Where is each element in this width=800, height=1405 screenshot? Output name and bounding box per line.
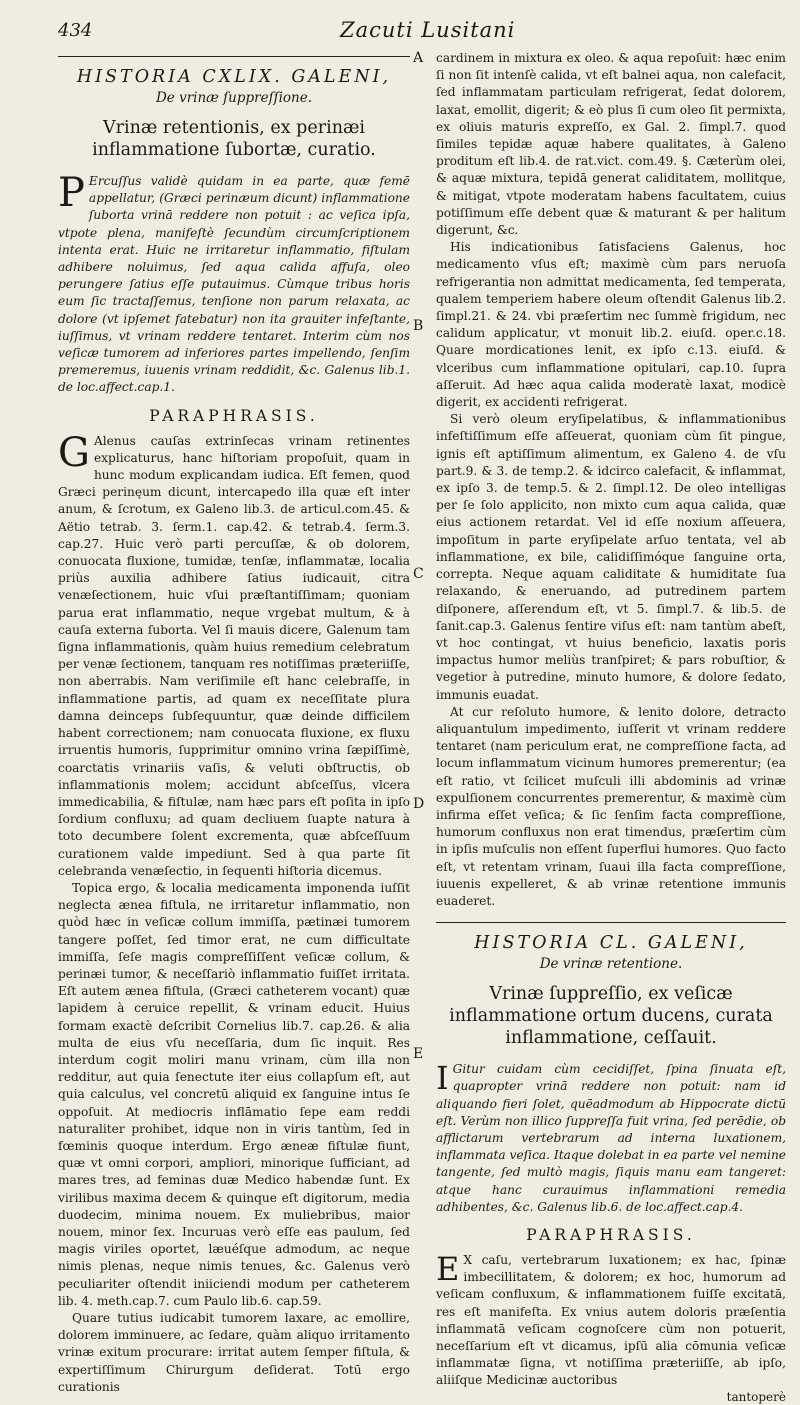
paraphrasis-paragraph (58, 429, 410, 880)
drop-cap: P (58, 170, 85, 216)
margin-letter-a: A (413, 50, 424, 66)
right-column (436, 50, 787, 1404)
running-head: Zacuti Lusitani (340, 18, 516, 42)
history-title: HISTORIA CXLIX. GALENI, (76, 67, 392, 87)
left-column (58, 50, 410, 1394)
history-heading: Vrinæ ſuppreſſio, ex veſicæ inflammatione ortum ducens, curata inflammatione, ceſſauit. (449, 984, 773, 1049)
history-heading: Vrinæ retentionis, ex perinæi inflammatione ſubortæ, curatio. (92, 118, 376, 160)
paraphrasis-paragraph: Quare tutius iudicabit tumorem laxare, ac emollire, dolorem imminuere, ac ſedare, quàm aliquo irritamento vrinæ exitum procurare: irritat autem ſemper fiſtula, & expertiſſimum Chirurgum deſiderat. Totū ergo curationis (58, 1311, 410, 1394)
commentary-paragraph: Si verò oleum eryſipelatibus, & inflammationibus infeſtiſſimum eſſe aſſeuerat, quoniam cùm ſit pingue, ignis eſt aptiſſimum alimentum, ex Galeno 4. de vſu part.9. & 3. de temp.2. & idcirco calefacit, & inflammat, ex ipſo 3. de temp.5. & 2. ſimpl.12. De oleo intelligas per ſe ſolo applicito, non mixto cum aqua calida, quæ eius actionem retardat. Vel id eſſe noxium aſſeuera, impoſitum in parte eryſipelate arſuo tentata, vel ab inflammatione, ex bile, calidiſſimóque ſanguine orta, correpta. Neque aquam caliditate & humiditate ſua relaxando, & eneruando, ad putredinem partem diſponere, aſſerendum eſt, vt 5. ſimpl.7. & lib.5. de ſanit.cap.3. Galenus ſentire viſus eſt: nam tantùm abeſt, vt hoc contingat, vt huius beneficio, laxatis poris impactus humor meliùs tranſpiret; & pars robuſtior, & vegetior à putredine, minuto humore, & dolore ſedato, immunis euadat. (436, 412, 786, 702)
paraphrasis-heading: PARAPHRASIS. (149, 406, 319, 425)
paraphrasis-paragraph (436, 1249, 786, 1390)
history-title: HISTORIA CL. GALENI, (474, 933, 748, 954)
margin-letter-e: E (413, 1046, 424, 1062)
catchword: tantoperè (726, 1389, 786, 1404)
drop-cap: G (58, 429, 90, 476)
drop-cap: I (436, 1059, 449, 1098)
history-text (58, 170, 410, 397)
paraphrasis-body: Alenus cauſas extrinſecas vrinam retinentes explicaturus, hanc hiſtoriam propoſuit, quam in hunc modum explicandam iudica. Eſt femen, quod Græci perinęum dicunt, intercapedo illa quæ eſt inter anum, & ſcrotum, ex Galeno lib.3. de articul.com.45. & Aëtio tetrab. 3. ſerm.1. cap.42. & tetrab.4. ſerm.3. cap.27. Huic verò parti percuſſæ, & ob dolorem, conuocata fluxione, tumidæ, tenſæ, inflammatæ, localia priùs auxilia adhibere ſatius iudicauit, citra venæſectionem, huic vſui præſtantiſſimam; quoniam parua erat inflammatio, neque vrgebat multum, & à cauſa externa ſuborta. Vel ſi mauis dicere, Galenum tam ſigna inflammationis, quàm huius remedium celebratum per venæ ſectionem, tanquam res notiſſimas præteriiſſe, non aberrabis. Nam veriſimile eſt hanc celebraſſe, in inflammatione partis, ad quam ex neceſſitate plura damna deinceps ſubſequuntur, quæ deinde difficilem habent correctionem; nam conuocata fluxione, ex fluxu irruentis humoris, ſupprimitur omnino vrina ſæpiſſimè, coarctatis vrinariis vaſis, & veluti obſtructis, ob inflammationis molem; accidunt abſceſſus, vlcera immedicabilia, & fiſtulæ, nam hæc pars eſt poſita in ipſo ſordium confluxu; ad quam decliuem ſuapte natura à toto decumbere ſolent excrementa, quæ abſceſſuum curationem valde impediunt. Sed à qua parte ſit celebranda venæſectio, in ſequenti hiſtoria dicemus. (58, 433, 410, 878)
top-rule (58, 56, 410, 57)
page-number: 434 (58, 20, 93, 41)
history-body: Ercuſſus validè quidam in ea parte, quæ femē appellatur, (Græci perinæum dicunt) inflammatione ſuborta vrinā reddere non potuit : ac veſica ipſa, vtpote plena, manifeſtè ſecundùm circumſcriptionem intenta erat. Huic ne irritaretur inflammatio, fiſtulam adhibere noluimus, ſed aqua calida affuſa, oleo perungere ſatius eſſe putauimus. Cùmque tribus horis eum ſic tractaſſemus, tenſione non parum relaxata, ac dolore (vt ipſemet fatebatur) non ita grauiter infeſtante, iuſſimus, vt vrinam reddere tentaret. Interim cùm nos veſicæ tumorem ad inferiores partes impellendo, ſenſim premeremus, iuuenis vrinam reddidit, &c. Galenus lib.1. de loc.affect.cap.1. (58, 174, 410, 395)
commentary-paragraph: cardinem in mixtura ex oleo. & aqua repoſuit: hæc enim ſi non ſit intenſè calida, vt eſt balnei aqua, non calefacit, ſed inflammatam particulam refrigerat, ſedat dolorem, laxat, emollit, digerit; & eò plus ſi cum oleo ſit permixta, ex oliuis maturis expreſſo, ex Gal. 2. ſimpl.7. quod ſimiles tepidæ aquæ habere qualitates, à Galeno proditum eſt lib.4. de rat.vict. com.49. §. Cæterùm olei, & aquæ mixtura, tepidā generat caliditatem, mollitque, & mitigat, vtpote moderatam habens facultatem, cuius potiſſimum eſſe debent quæ & maturant & per halitum digerunt, &c. (436, 51, 786, 238)
drop-cap: E (436, 1249, 460, 1288)
margin-letter-c: C (413, 566, 424, 582)
commentary-paragraph: At cur reſoluto humore, & lenito dolore, detracto aliquantulum impedimento, iuſſerit vt vrinam reddere tentaret (nam periculum erat, ne compreſſione facta, ad locum inflammatum vicinum humores premerentur; (ea eſt ratio, vt ſcilicet muſculi illi abdominis ad vrinæ expulſionem concurrentes premerentur, & maximè cùm infirma eſſet veſica; & ſic ſenſim facta compreſſione, humorum confluxus non erat timendus, præſertim cùm in ipſis muſculis non eſſent ſuperflui humores. Quo facto eſt, vt retentam vrinam, ſuaui illa facta compreſſione, iuuenis expelleret, & ab vrinæ retentione immunis euaderet. (436, 704, 786, 908)
history-subtitle: De vrinæ ſuppreſſione. (155, 90, 312, 106)
paraphrasis-body: X caſu, vertebrarum luxationem; ex hac, ſpinæ imbecillitatem, & dolorem; ex hoc, humorum ad veſicam confluxum, & inflammationem fuiſſe excitatā, res eſt manifeſta. Ex vnius autem doloris præſentia inflammatā veſicam cognoſcere cùm non potuerit, neceſſarium eſt vt dicamus, ipſū alia cōmunia veſicæ inflammatæ ſigna, vt notiſſima præteriiſſe, ab ipſo, aliiſque Medicinæ auctoribus (436, 1252, 786, 1388)
margin-letter-d: D (413, 796, 425, 812)
history-subtitle: De vrinæ retentione. (539, 956, 683, 973)
section-rule (436, 922, 786, 923)
history-body: Gitur cuidam cùm cecidiſſet, ſpina ſinuata eſt, quapropter vrinā reddere non potuit: nam id aliquando fieri ſolet, quēadmodum ab Hippocrate dictū eſt. Verùm non illico ſuppreſſa fuit vrina, ſed perēdie, ob afflictarum vertebrarum ad interna luxationem, inflammata veſica. Itaque dolebat in ea parte vel nemine tangente, ſed multò magis, ſiquis manu eam tangeret: atque hanc curauimus inflammationi remedia adhibentes, &c. Galenus lib.6. de loc.affect.cap.4. (436, 1062, 787, 1214)
history-text (436, 1061, 786, 1216)
paraphrasis-paragraph: Topica ergo, & localia medicamenta imponenda iuſſit neglecta ænea fiſtula, ne irritaretur inflammatio, non quòd hæc in veſicæ collum immiſſa, pætinæi tumorem tangere poſſet, ſed timor erat, ne cum difficultate immiſſa, ſeſe magis compreſſiſſent veſicæ collum, & perinæi tumor, & neceſſariò inflammatio fuiſſet irritata. Eſt autem ænea fiſtula, (Græci catheterem vocant) quæ lapidem à ceruice repellit, & vrinam educit. Huius formam exactè deſcribit Cornelius lib.7. cap.26. & alia multa de eius vſu neceſſaria, dum ſic inquit. Res interdum cogit moliri manu vrinam, cùm illa non redditur, aut quia ſenectute iter eius collapſum eſt, aut quia calculus, vel concretū aliquid ex ſanguine intus ſe oppoſuit. At mediocris inflāmatio ſepe eam reddi naturaliter prohibet, idque non in viris tantùm, ſed in fœminis quoque interdum. Ergo æneæ fiſtulæ fiunt, quæ vt omni corpori, ampliori, minorique ſufficiant, ad mares tres, ad feminas duæ Medico habendæ ſunt. Ex virilibus maxima decem & quinque eſt digitorum, media duodecim, minima nouem. Ex muliebribus, maior nouem, minor ſex. Incuruas verò eſſe eas paulum, ſed magis viriles oportet, læuéſque admodum, ac neque nimis plenas, neque nimis tenues, &c. Galenus verò peculiariter oſtendit iniiciendi modum per catheterem lib. 4. meth.cap.7. cum Paulo lib.6. cap.59. (58, 880, 410, 1308)
margin-letter-b: B (413, 318, 424, 334)
paraphrasis-heading: PARAPHRASIS. (526, 1225, 696, 1244)
commentary-paragraph: His indicationibus ſatisfaciens Galenus, hoc medicamento vſus eſt; maximè cùm pars neruoſa refrigerantia non admittat medicamenta, ſed temperata, qualem temperiem habere oleum oſtendit Galenus lib.2. ſimpl.21. & 24. vbi præſertim nec ſummè frigidum, nec calidum applicatur, vt monuit lib.2. eiuſd. oper.c.18. Quare mordicationes lenit, ex ipſo c.13. eiuſd. & vlceribus cum inflammatione opitulari, cap.10. ſupra aſſeruit. Ad hæc aqua calida moderatè laxat, modicè digerit, ex accidenti refrigerat. (436, 240, 786, 410)
